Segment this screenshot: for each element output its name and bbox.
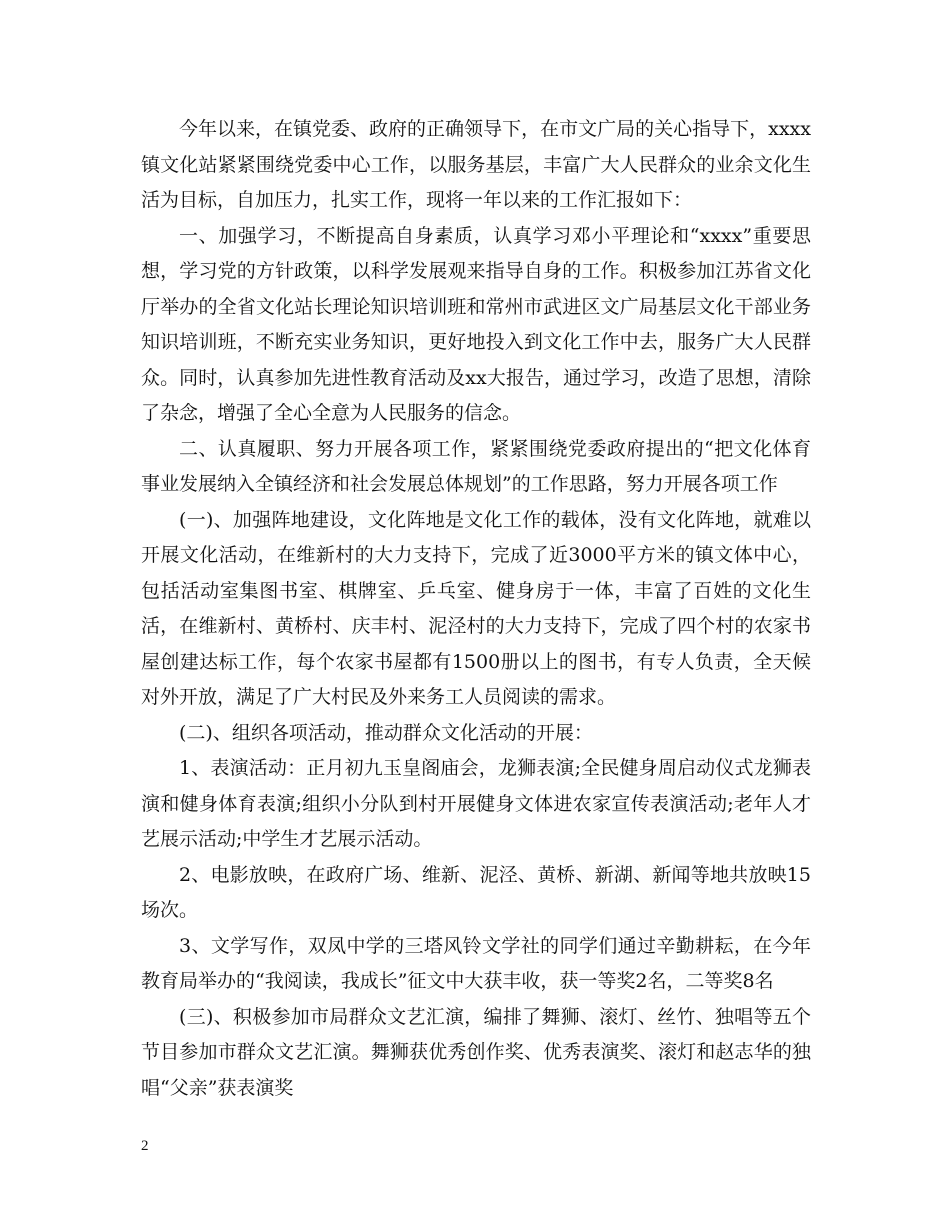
document-body [141, 112, 811, 1106]
page-number: 2 [141, 1138, 149, 1154]
paragraph-art-showcase: (三)、积极参加市局群众文艺汇演，编排了舞狮、滚灯、丝竹、独唱等五个节目参加市群众文艺汇演。舞狮获优秀创作奖、优秀表演奖、滚灯和赵志华的独唱“父亲”获表演奖 [141, 1005, 811, 1099]
paragraph-activities-heading: (二)、组织各项活动，推动群众文化活动的开展： [179, 721, 593, 744]
paragraph-film-screenings: 2、电影放映，在政府广场、维新、泥泾、黄桥、新湖、新闻等地共放映15场次。 [141, 863, 811, 921]
paragraph-venue-construction: (一)、加强阵地建设，文化阵地是文化工作的载体，没有文化阵地，就难以开展文化活动，在维新村的大力支持下，完成了近3000平方米的镇文体中心，包括活动室集图书室、棋牌室、乒乓室、健身房于一体，丰富了百姓的文化生活，在维新村、黄桥村、庆丰村、泥泾村的大力支持下，完成了四个村的农家书屋创建达标工作，每个农家书屋都有1500册以上的图书，有专人负责，全天候对外开放，满足了广大村民及外来务工人员阅读的需求。 [141, 508, 811, 708]
paragraph-study: 一、加强学习，不断提高自身素质，认真学习邓小平理论和“xxxx”重要思想，学习党的方针政策，以科学发展观来指导自身的工作。积极参加江苏省文化厅举办的全省文化站长理论知识培训班和常州市武进区文广局基层文化干部业务知识培训班，不断充实业务知识，更好地投入到文化工作中去，服务广大人民群众。同时，认真参加先进性教育活动及xx大报告，通过学习，改造了思想，清除了杂念，增强了全心全意为人民服务的信念。 [141, 224, 811, 424]
paragraph-intro: 今年以来，在镇党委、政府的正确领导下，在市文广局的关心指导下，xxxx镇文化站紧紧围绕党委中心工作，以服务基层，丰富广大人民群众的业余文化生活为目标，自加压力，扎实工作，现将一年以来的工作汇报如下： [141, 118, 811, 211]
paragraph-duties: 二、认真履职、努力开展各项工作，紧紧围绕党委政府提出的“把文化体育事业发展纳入全镇经济和社会发展总体规划”的工作思路，努力开展各项工作 [141, 437, 811, 495]
paragraph-performances: 1、表演活动：正月初九玉皇阁庙会，龙狮表演;全民健身周启动仪式龙狮表演和健身体育表演;组织小分队到村开展健身文体进农家宣传表演活动;老年人才艺展示活动;中学生才艺展示活动。 [141, 757, 811, 850]
paragraph-literary-writing: 3、文学写作，双凤中学的三塔风铃文学社的同学们通过辛勤耕耘，在今年教育局举办的“我阅读，我成长”征文中大获丰收，获一等奖2名，二等奖8名 [141, 934, 811, 992]
